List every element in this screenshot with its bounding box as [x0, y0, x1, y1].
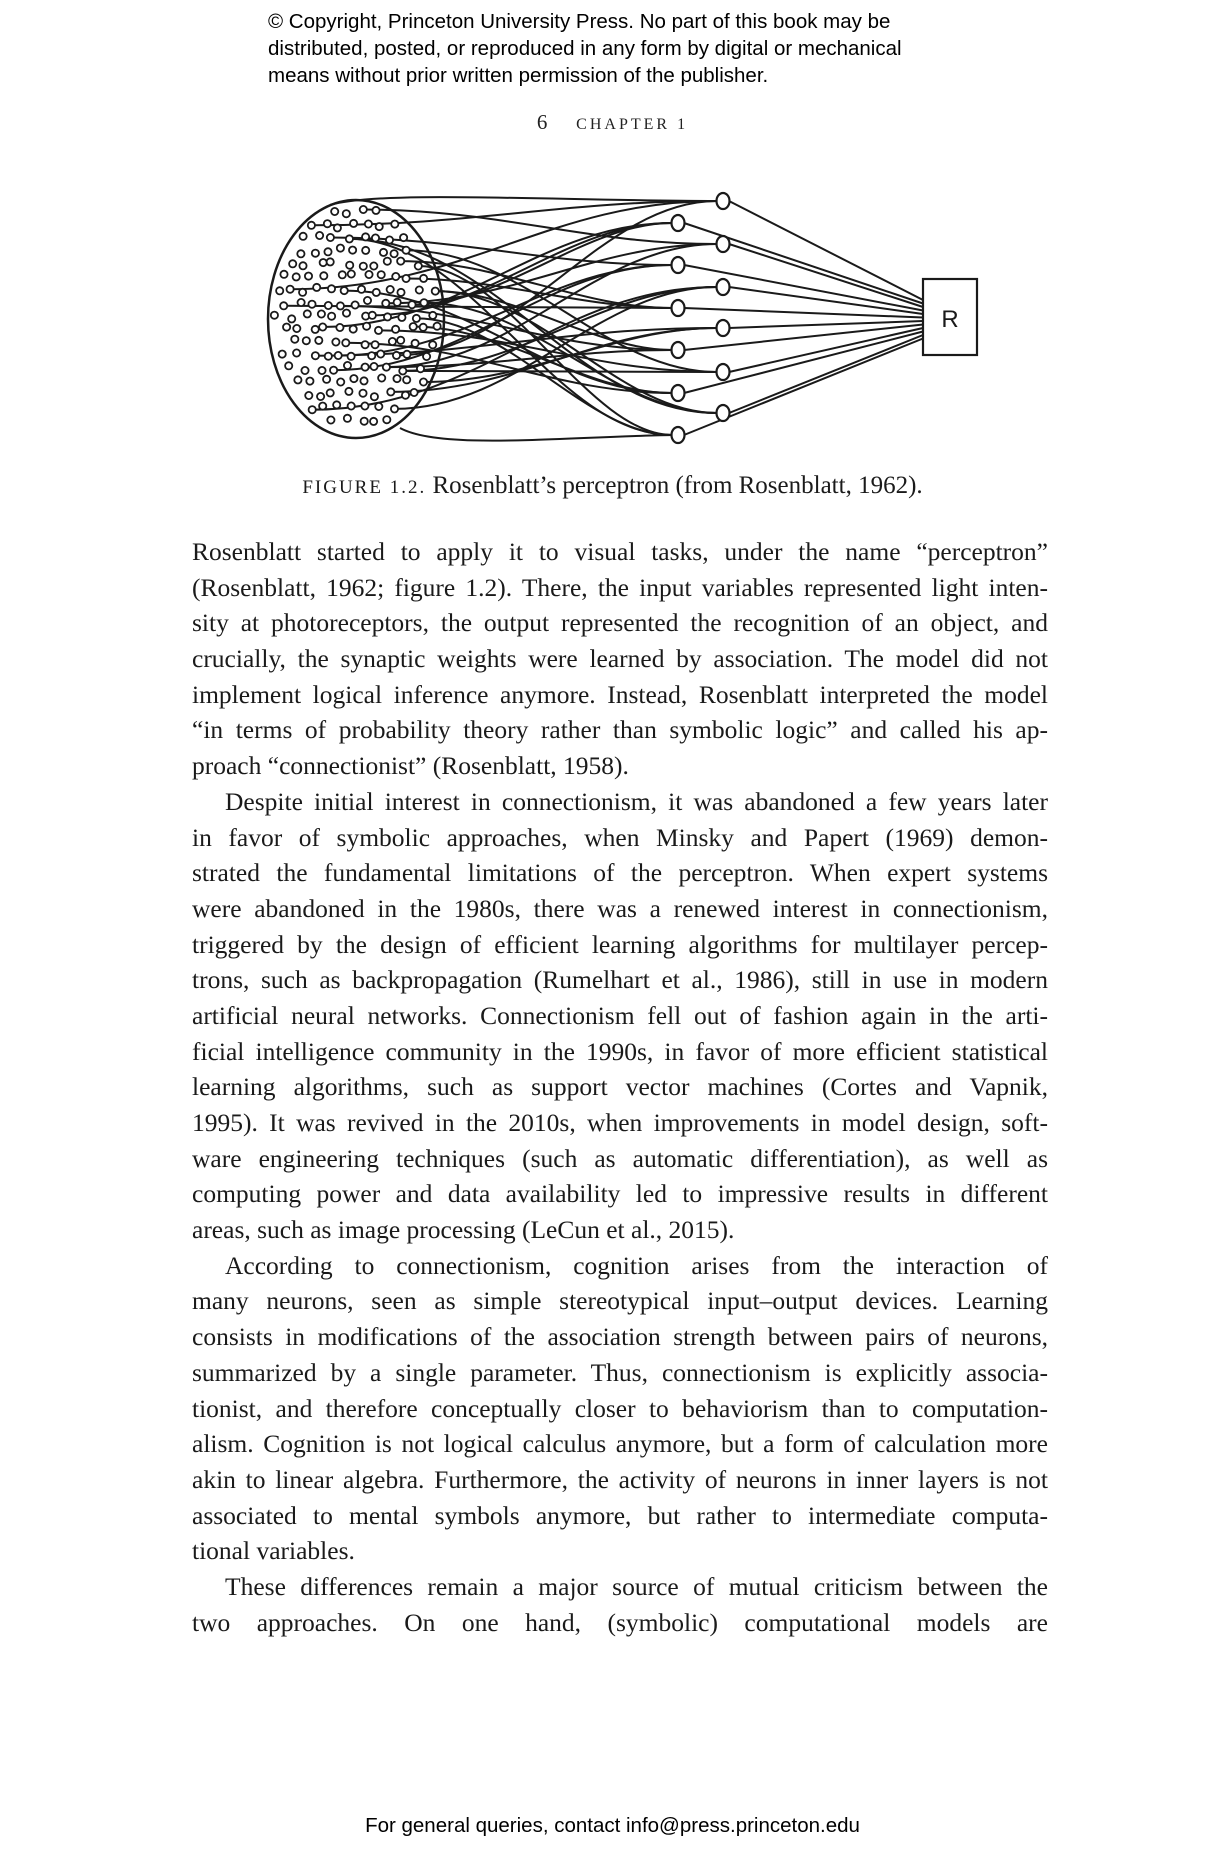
text-line: These differences remain a major source of mutual criticism between the — [225, 1571, 1048, 1601]
text-line: tionist, and therefore conceptually closer to behaviorism than to computation- — [192, 1393, 1048, 1423]
text-line: sity at photoreceptors, the output represented the recognition of an object, and — [192, 608, 1048, 638]
text-line: “in terms of probability theory rather than symbolic logic” and called his ap- — [192, 715, 1048, 745]
running-head — [0, 110, 1225, 135]
text-line: two approaches. On one hand, (symbolic) computational models are — [192, 1607, 1048, 1637]
figure-caption — [0, 472, 1225, 500]
association-unit-node — [717, 364, 730, 380]
text-line: tional variables. — [192, 1536, 355, 1566]
perceptron-diagram — [255, 185, 995, 450]
text-line: in favor of symbolic approaches, when Minsky and Papert (1969) demon- — [192, 822, 1048, 852]
perceptron-figure — [255, 185, 995, 450]
text-line: ficial intelligence community in the 1990s, in favor of more efficient statistical — [192, 1036, 1048, 1066]
text-line: Rosenblatt started to apply it to visual tasks, under the name “perceptron” — [192, 537, 1048, 566]
body-text — [192, 534, 1048, 1640]
text-line: akin to linear algebra. Furthermore, the activity of neurons in inner layers is not — [192, 1464, 1048, 1494]
association-unit-node — [717, 279, 730, 295]
association-units — [672, 193, 730, 443]
figure-caption-text: Rosenblatt’s perceptron (from Rosenblatt, 1962). — [426, 472, 923, 499]
association-unit-node — [672, 300, 685, 316]
text-line: many neurons, seen as simple stereotypical input–output devices. Learning — [192, 1286, 1048, 1316]
retina-input-ellipse — [268, 200, 444, 438]
text-line: computing power and data availability led to impressive results in different — [192, 1179, 1048, 1209]
copyright-line: means without prior written permission of the publisher. — [268, 64, 769, 87]
copyright-notice — [268, 8, 1028, 89]
text-line: learning algorithms, such as support vector machines (Cortes and Vapnik, — [192, 1072, 1048, 1102]
text-line: consists in modifications of the association strength between pairs of neurons, — [192, 1322, 1048, 1352]
response-label: R — [941, 306, 959, 333]
association-unit-node — [717, 193, 730, 209]
text-line: proach “connectionist” (Rosenblatt, 1958). — [192, 751, 629, 781]
text-line: artificial neural networks. Connectionism fell out of fashion again in the arti- — [192, 1000, 1048, 1030]
association-unit-node — [672, 257, 685, 273]
response-unit — [923, 279, 977, 355]
text-line: strated the fundamental limitations of the perceptron. When expert systems — [192, 858, 1048, 888]
text-line: implement logical inference anymore. Instead, Rosenblatt interpreted the model — [192, 679, 1048, 709]
text-line: ware engineering techniques (such as automatic differentiation), as well as — [192, 1143, 1048, 1173]
text-line: areas, such as image processing (LeCun et al., 2015). — [192, 1215, 735, 1245]
association-unit-node — [672, 342, 685, 358]
text-line: Despite initial interest in connectionism, it was abandoned a few years later — [225, 786, 1048, 816]
association-unit-node — [717, 320, 730, 336]
copyright-line: © Copyright, Princeton University Press. No part of this book may be — [268, 10, 891, 33]
copyright-line: distributed, posted, or reproduced in any form by digital or mechanical — [268, 37, 902, 60]
text-line: (Rosenblatt, 1962; figure 1.2). There, the input variables represented light inten- — [192, 572, 1048, 602]
chapter-label: CHAPTER 1 — [576, 116, 689, 133]
text-line: were abandoned in the 1980s, there was a renewed interest in connectionism, — [192, 893, 1048, 923]
figure-label: FIGURE 1.2. — [302, 477, 427, 498]
page-number: 6 — [536, 110, 548, 134]
text-line: triggered by the design of efficient learning algorithms for multilayer percep- — [192, 929, 1048, 959]
text-line: summarized by a single parameter. Thus, connectionism is explicitly associa- — [192, 1357, 1048, 1387]
association-unit-node — [672, 427, 685, 443]
text-line: 1995). It was revived in the 2010s, when improvements in model design, soft- — [192, 1108, 1048, 1137]
text-line: crucially, the synaptic weights were learned by association. The model did not — [192, 644, 1048, 674]
footer-contact: For general queries, contact info@press.princeton.edu — [365, 1814, 860, 1837]
text-line: associated to mental symbols anymore, but rather to intermediate computa- — [192, 1500, 1048, 1530]
association-unit-node — [672, 385, 685, 401]
text-line: According to connectionism, cognition arises from the interaction of — [225, 1250, 1048, 1280]
association-unit-node — [717, 236, 730, 252]
association-unit-node — [672, 215, 685, 231]
association-unit-node — [717, 405, 730, 421]
text-line: trons, such as backpropagation (Rumelhart et al., 1986), still in use in modern — [192, 965, 1048, 995]
text-line: alism. Cognition is not logical calculus anymore, but a form of calculation more — [192, 1429, 1048, 1459]
